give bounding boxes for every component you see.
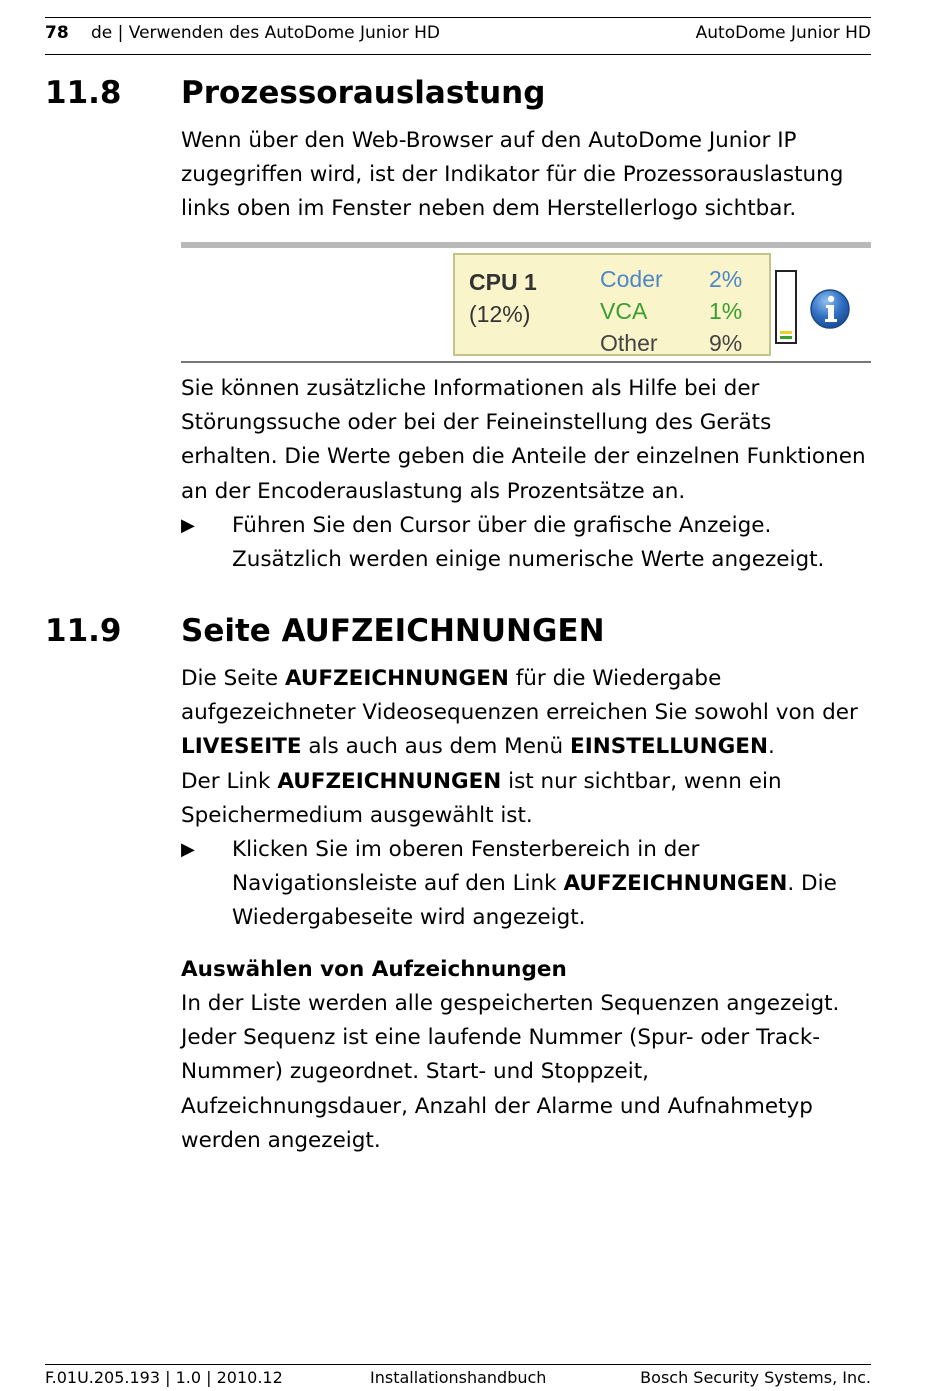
page-header <box>45 17 871 55</box>
body-paragraph <box>181 372 871 509</box>
text-line: Die Seite AUFZEICHNUNGEN für die Wiedergabe <box>181 666 722 691</box>
section-number: 11.9 <box>45 613 122 649</box>
text-line: werden angezeigt. <box>181 1127 381 1153</box>
cpu-meter[interactable] <box>775 270 797 344</box>
cpu-meter-tip <box>780 331 792 334</box>
text-line: Nummer) zugeordnet. Start- und Stoppzeit, <box>181 1059 650 1085</box>
section-number: 11.8 <box>45 75 122 111</box>
page-number: 78 <box>45 23 69 43</box>
product-name: AutoDome Junior HD <box>695 23 871 43</box>
text-line: Führen Sie den Cursor über die grafische Anzeige. <box>232 513 772 538</box>
cpu-meter-fill <box>780 336 792 339</box>
text-line: Aufzeichnungsdauer, Anzahl der Alarme und Aufnahmetyp <box>181 1093 813 1119</box>
company-name: Bosch Security Systems, Inc. <box>640 1368 871 1387</box>
document-type: Installationshandbuch <box>370 1368 547 1387</box>
coder-label: Coder <box>600 266 663 292</box>
breadcrumb: de | Verwenden des AutoDome Junior HD <box>91 23 440 43</box>
text-line: Klicken Sie im oberen Fensterbereich in der <box>232 837 700 862</box>
text-line: zugegriffen wird, ist der Indikator für die Prozessorauslastung <box>181 162 844 188</box>
cpu-label: CPU 1 <box>469 269 537 295</box>
vca-label: VCA <box>600 298 648 324</box>
text-line: Wiedergabeseite wird angezeigt. <box>232 905 586 931</box>
page-footer <box>45 1364 871 1390</box>
text-line: LIVESEITE als auch aus dem Menü EINSTELLUNGEN. <box>181 734 775 760</box>
coder-value: 2% <box>709 266 743 292</box>
document-id: F.01U.205.193 | 1.0 | 2010.12 <box>45 1368 283 1387</box>
cpu-total: (12%) <box>469 301 531 327</box>
text-line: In der Liste werden alle gespeicherten Sequenzen angezeigt. <box>181 991 840 1016</box>
text-line: an der Encoderauslastung als Prozentsätze an. <box>181 478 686 504</box>
vca-value: 1% <box>709 298 743 324</box>
text-line: erhalten. Die Werte geben die Anteile der einzelnen Funktionen <box>181 444 866 470</box>
subheading: Auswählen von Aufzeichnungen <box>181 957 567 982</box>
recordings-paragraph <box>181 662 871 833</box>
text-line: Jeder Sequenz ist eine laufende Nummer (Spur- oder Track- <box>181 1025 821 1051</box>
text-line: Der Link AUFZEICHNUNGEN ist nur sichtbar, wenn ein <box>181 768 782 794</box>
text-line: Wenn über den Web-Browser auf den AutoDome Junior IP <box>181 128 797 153</box>
text-line: Störungssuche oder bei der Feineinstellung des Geräts <box>181 410 772 436</box>
text-line: Zusätzlich werden einige numerische Werte angezeigt. <box>232 547 825 573</box>
selection-paragraph <box>181 987 871 1158</box>
text-line: Speichermedium ausgewählt ist. <box>181 802 533 828</box>
text-line: aufgezeichneter Videosequenzen erreichen Sie sowohl von der <box>181 700 858 726</box>
info-icon[interactable] <box>809 288 851 330</box>
triangle-bullet-icon: ▶ <box>181 515 195 536</box>
other-label: Other <box>600 330 658 356</box>
other-value: 9% <box>709 330 743 356</box>
cpu-load-figure <box>181 242 871 363</box>
intro-paragraph <box>181 124 871 227</box>
triangle-bullet-icon: ▶ <box>181 839 195 860</box>
text-line: Sie können zusätzliche Informationen als Hilfe bei der <box>181 376 760 401</box>
section-title: Seite AUFZEICHNUNGEN <box>181 613 605 649</box>
section-title: Prozessorauslastung <box>181 75 546 111</box>
text-line: Navigationsleiste auf den Link AUFZEICHNUNGEN. Die <box>232 871 837 897</box>
text-line: links oben im Fenster neben dem Herstellerlogo sichtbar. <box>181 196 797 222</box>
cpu-load-indicator[interactable] <box>453 253 771 356</box>
